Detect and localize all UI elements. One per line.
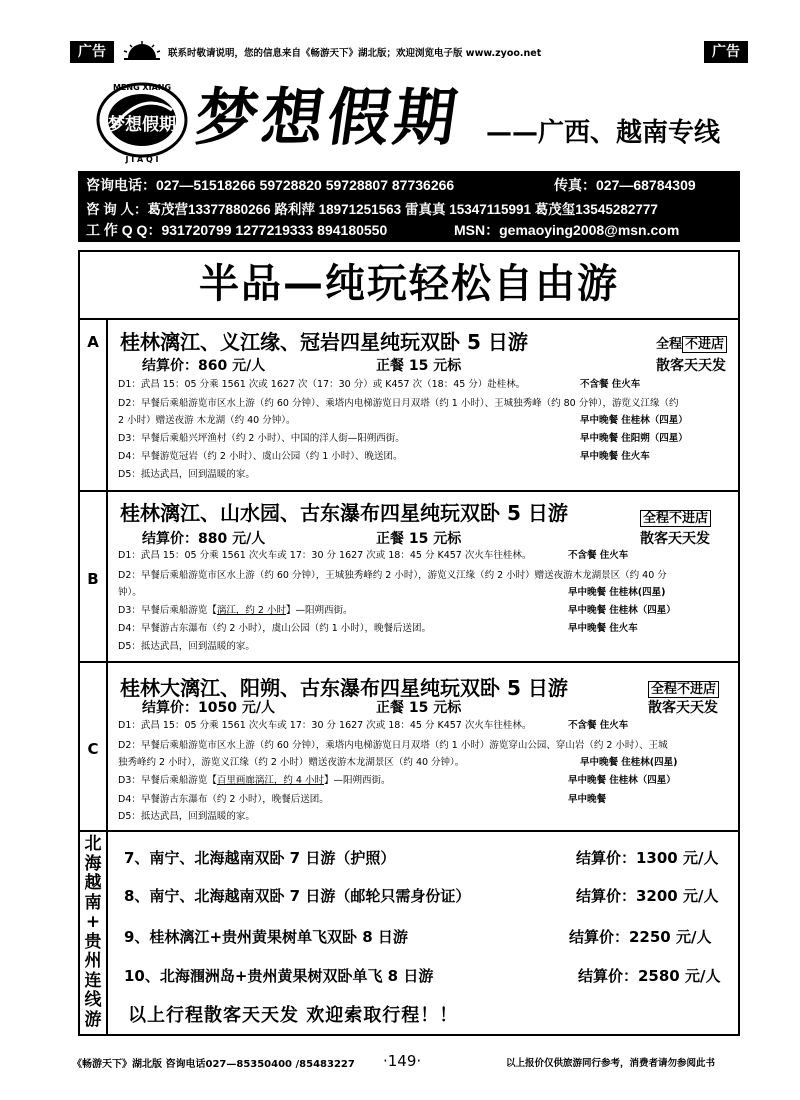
itinerary-day: 钟）。 (118, 587, 142, 598)
svg-text:MENG XIANG: MENG XIANG (112, 83, 172, 92)
logo-text: 梦想假期 (108, 115, 176, 135)
itinerary-day: D5：抵达武昌，回到温暖的家。 (118, 811, 255, 822)
no-shop-box: 全程不进店 (640, 510, 711, 527)
vertical-char: 越 (84, 873, 102, 893)
vertical-char: + (85, 912, 101, 932)
vertical-char: 贵 (84, 931, 102, 952)
divider (78, 661, 740, 663)
contact-phone-row (86, 175, 696, 195)
contact-qq-row (86, 220, 680, 240)
route-price: 结算价：2580 元/人 (578, 967, 721, 985)
section-title: 桂林大漓江、阳朔、古东瀑布四星纯玩双卧 5 日游 (120, 676, 568, 700)
day-highlight: 漓江，约 2 小时 (216, 605, 286, 616)
dream-holiday-logo-icon (92, 70, 192, 170)
no-shop-badge (656, 333, 727, 352)
section-letter: A (87, 333, 99, 351)
day-meal-stay: 早中晚餐 住桂林（四星） (580, 415, 688, 426)
day-text-after: 】—阳朔西街。 (285, 605, 353, 616)
msn-address: gemaoying2008@msn.com (499, 222, 680, 238)
column-divider (106, 318, 108, 1036)
itinerary-day: D1：武昌 15：05 分乘 1561 次火车或 17：30 分 1627 次或 18：45 分 K457 次火车往桂林。 (118, 550, 532, 561)
route-name: 9、桂林漓江+贵州黄果树单飞双卧 8 日游 (124, 928, 408, 946)
person-label: 咨 询 人： (86, 202, 148, 217)
day-meal-stay: 早中晚餐 住桂林（四星） (568, 605, 676, 616)
daily-departure: 散客天天发 (648, 700, 718, 716)
vertical-char: 海 (84, 853, 102, 874)
svg-text:J I A Q I: J I A Q I (125, 155, 159, 164)
closing-text: 以上行程散客天天发 欢迎索取行程！！ (128, 1005, 459, 1026)
route-name: 8、南宁、北海越南双卧 7 日游（邮轮只需身份证） (124, 887, 471, 905)
footer-disclaimer: 以上报价仅供旅游同行参考，消费者请勿参阅此书 (506, 1058, 716, 1069)
vertical-char: 北 (84, 834, 102, 854)
divider (78, 318, 740, 320)
section-price: 结算价：880 元/人 (142, 531, 266, 547)
divider (78, 830, 740, 832)
itinerary-day: D2：早餐后乘船游览市区水上游（约 60 分钟）、乘塔内电梯游览日月双塔（约 1 小时）、王城独秀峰（约 80 分钟），游览义江缘（约 (118, 398, 679, 409)
section-letter: B (87, 570, 99, 588)
itinerary-day: D1：武昌 15：05 分乘 1561 次或 1627 次（17：30 分）或 K457 次（18：45 分）赴桂林。 (118, 379, 526, 390)
itinerary-day (118, 603, 352, 618)
fax-label: 传真： (554, 177, 596, 193)
itinerary-day: D4：早餐游览冠岩（约 2 小时）、虞山公园（约 1 小时）、晚送团。 (118, 451, 403, 462)
day-meal-stay: 早中晚餐 住桂林(四星) (568, 587, 666, 598)
itinerary-day: D4：早餐游古东瀑布（约 2 小时），虞山公园（约 1 小时），晚餐后送团。 (118, 623, 432, 634)
itinerary-day: D5：抵达武昌，回到温暖的家。 (118, 641, 255, 652)
daily-departure: 散客天天发 (640, 531, 710, 547)
contact-block (78, 171, 740, 242)
itinerary-day: D4：早餐游古东瀑布（约 2 小时），晚餐后送团。 (118, 794, 329, 805)
main-title: 半品—纯玩轻松自由游 (199, 261, 619, 307)
itinerary-day: D2：早餐后乘船游览市区水上游（约 60 分钟），乘塔内电梯游览日月双塔（约 1 小时）游览穿山公园、穿山岩（约 2 小时）、王城 (118, 740, 668, 751)
day-meal-stay: 早中晚餐 住桂林（四星） (568, 775, 676, 786)
brand-subtitle: ——广西、越南专线 (486, 118, 721, 148)
route-price: 结算价：2250 元/人 (569, 928, 712, 946)
section-title: 桂林漓江、义江缘、冠岩四星纯玩双卧 5 日游 (120, 330, 528, 354)
footer-contact: 《畅游天下》湖北版 咨询电话027—85350400 /85483227 (72, 1059, 355, 1070)
section-meal: 正餐 15 元标 (376, 700, 462, 716)
section-price: 结算价：860 元/人 (142, 358, 266, 374)
itinerary-day (118, 773, 390, 788)
day-text: D3：早餐后乘船游览【 (118, 775, 217, 786)
no-shop-badge (640, 507, 711, 526)
day-meal-stay: 不含餐 住火车 (568, 550, 629, 561)
phone-label: 咨询电话： (86, 177, 156, 193)
day-highlight: 百里画廊漓江，约 4 小时 (216, 775, 324, 786)
section-meal: 正餐 15 元标 (376, 531, 462, 547)
route-name: 7、南宁、北海越南双卧 7 日游（护照） (124, 849, 396, 867)
day-meal-stay: 早中晚餐 (568, 794, 607, 805)
no-shop-badge (648, 678, 719, 697)
day-meal-stay: 不含餐 住火车 (568, 720, 629, 731)
section-letter: C (87, 740, 99, 758)
section-price: 结算价：1050 元/人 (142, 700, 275, 716)
ad-tag-left: 广告 (70, 41, 114, 63)
day-text: D3：早餐后乘船游览【 (118, 605, 217, 616)
day-text-after: 】—阳朔西街。 (323, 775, 391, 786)
contact-person-row (86, 198, 658, 218)
route-price: 结算价：3200 元/人 (576, 887, 719, 905)
brand-title: 梦想假期 (190, 81, 466, 154)
qq-list: 931720799 1277219333 894180550 (161, 222, 388, 238)
route-name: 10、北海涠洲岛+贵州黄果树双卧单飞 8 日游 (124, 967, 434, 985)
no-shop-box: 不进店 (682, 336, 727, 353)
vertical-label (80, 835, 106, 1030)
no-shop-box: 全程不进店 (648, 681, 719, 698)
msn-group (454, 220, 679, 240)
day-meal-stay: 早中晚餐 住火车 (580, 451, 650, 462)
itinerary-day: D1：武昌 15：05 分乘 1561 次火车或 17：30 分 1627 次或 18：45 分 K457 次火车往桂林。 (118, 720, 532, 731)
daily-departure: 散客天天发 (656, 358, 726, 374)
fax-number: 027—68784309 (596, 177, 696, 193)
vertical-char: 线 (84, 990, 102, 1010)
sun-logo-icon (122, 41, 162, 61)
itinerary-day: D2：早餐后乘船游览市区水上游（约 60 分钟），王城独秀峰约 2 小时），游览义江缘（约 2 小时）赠送夜游木龙湖景区（约 40 分 (118, 570, 667, 581)
itinerary-day: D5：抵达武昌，回到温暖的家。 (118, 469, 255, 480)
day-meal-stay: 早中晚餐 住阳朔（四星） (580, 433, 688, 444)
no-shop-prefix: 全程 (656, 337, 683, 352)
fax-group (554, 175, 696, 195)
qq-label: 工 作 Q Q： (86, 222, 162, 238)
section-meal: 正餐 15 元标 (376, 358, 462, 374)
person-list: 葛茂营13377880266 路利萍 18971251563 雷真真 15347115991 葛茂玺13545282777 (147, 202, 658, 217)
day-meal-stay: 不含餐 住火车 (580, 379, 641, 390)
itinerary-day: 2 小时）赠送夜游 木龙湖（约 40 分钟）。 (118, 415, 296, 426)
msn-label: MSN： (454, 222, 500, 238)
ad-tag-right: 广告 (704, 41, 748, 63)
itinerary-day: D3：早餐后乘船兴坪渔村（约 2 小时）、中国的洋人街—阳朔西街。 (118, 433, 405, 444)
route-price: 结算价：1300 元/人 (576, 849, 719, 867)
page-number: ·149· (383, 1052, 422, 1070)
vertical-char: 连 (84, 970, 102, 991)
day-meal-stay: 早中晚餐 住桂林(四星) (580, 757, 678, 768)
itinerary-day: 独秀峰约 2 小时），游览义江缘（约 2 小时）赠送夜游木龙湖景区（约 40 分钟）。 (118, 757, 465, 768)
top-ad-bar (70, 41, 748, 63)
divider (78, 490, 740, 492)
vertical-char: 游 (84, 1009, 102, 1030)
top-note: 联系时敬请说明，您的信息来自《畅游天下》湖北版；欢迎浏览电子版 www.zyoo.net (168, 48, 542, 59)
vertical-char: 南 (84, 892, 102, 913)
day-meal-stay: 早中晚餐 住火车 (568, 623, 638, 634)
vertical-char: 州 (84, 951, 102, 971)
section-title: 桂林漓江、山水园、古东瀑布四星纯玩双卧 5 日游 (120, 501, 568, 525)
phone-numbers: 027—51518266 59728820 59728807 87736266 (156, 177, 455, 193)
